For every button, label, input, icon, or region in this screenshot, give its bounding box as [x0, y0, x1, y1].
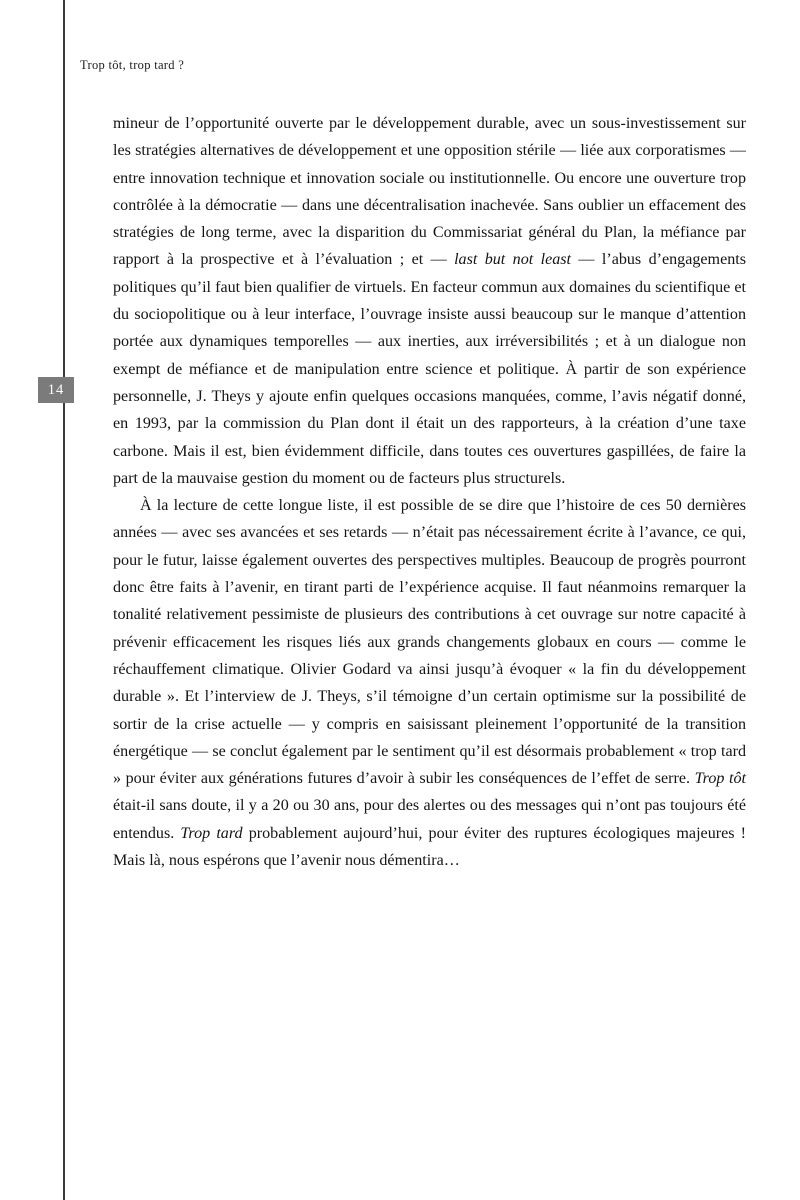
- body-paragraph: À la lecture de cette longue liste, il est possible de se dire que l’histoire de ces 50 dernières années — avec ses avancées et ses retards — n’était pas nécessairement écrite à l’avance, ce qui, pour le futur, laisse également ouvertes des perspectives multiples. Beaucoup de progrès pourront donc être faits à l’avenir, en tirant parti de l’expérience acquise. Il faut néanmoins remarquer la tonalité relativement pessimiste de plusieurs des contributions à cet ouvrage sur notre capacité à prévenir efficacement les risques liés aux grands changements globaux en cours — comme le réchauffement climatique. Olivier Godard va ainsi jusqu’à évoquer « la fin du développement durable ». Et l’interview de J. Theys, s’il témoigne d’un certain optimisme sur la possibilité de sortir de la crise actuelle — y compris en saisissant pleinement l’opportunité de la transition énergétique — se conclut également par le sentiment qu’il est désormais probablement « trop tard » pour éviter aux générations futures d’avoir à subir les conséquences de l’effet de serre. Trop tôt était-il sans doute, il y a 20 ou 30 ans, pour des alertes ou des messages qui n’ont pas toujours été entendus. Trop tard probablement aujourd’hui, pour éviter des ruptures écologiques majeures ! Mais là, nous espérons que l’avenir nous démentira…: [113, 497, 746, 870]
- running-head: Trop tôt, trop tard ?: [80, 58, 185, 72]
- emphasised-text: last but not least: [454, 251, 571, 269]
- left-margin-rule: [63, 0, 65, 1200]
- emphasised-text: Trop tard: [180, 824, 243, 842]
- emphasised-text: Trop tôt: [694, 770, 746, 788]
- body-paragraph: mineur de l’opportunité ouverte par le développement durable, avec un sous-investissement sur les stratégies alternatives de développement et une opposition stérile — liée aux corporatismes — entre innovation technique et innovation sociale ou institutionnelle. Ou encore une ouverture trop contrôlée à la démocratie — dans une décentralisation inachevée. Sans oublier un effacement des stratégies de long terme, avec la disparition du Commissariat général du Plan, la méfiance par rapport à la prospective et à l’évaluation ; et — last but not least — l’abus d’engagements politiques qu’il faut bien qualifier de virtuels. En facteur commun aux domaines du scientifique et du sociopolitique ou à leur interface, l’ouvrage insiste aussi beaucoup sur le manque d’attention portée aux dynamiques temporelles — aux inerties, aux irréversibilités ; et à un dialogue non exempt de méfiance et de manipulation entre science et politique. À partir de son expérience personnelle, J. Theys y ajoute enfin quelques occasions manquées, comme, l’avis négatif donné, en 1993, par la commission du Plan dont il était un des rapporteurs, à la création d’une taxe carbone. Mais il est, bien évidemment difficile, dans toutes ces ouvertures gaspillées, de faire la part de la mauvaise gestion du moment ou de facteurs plus structurels.: [113, 115, 746, 487]
- body-text-column: [113, 110, 746, 874]
- page-number-badge: 14: [38, 377, 74, 403]
